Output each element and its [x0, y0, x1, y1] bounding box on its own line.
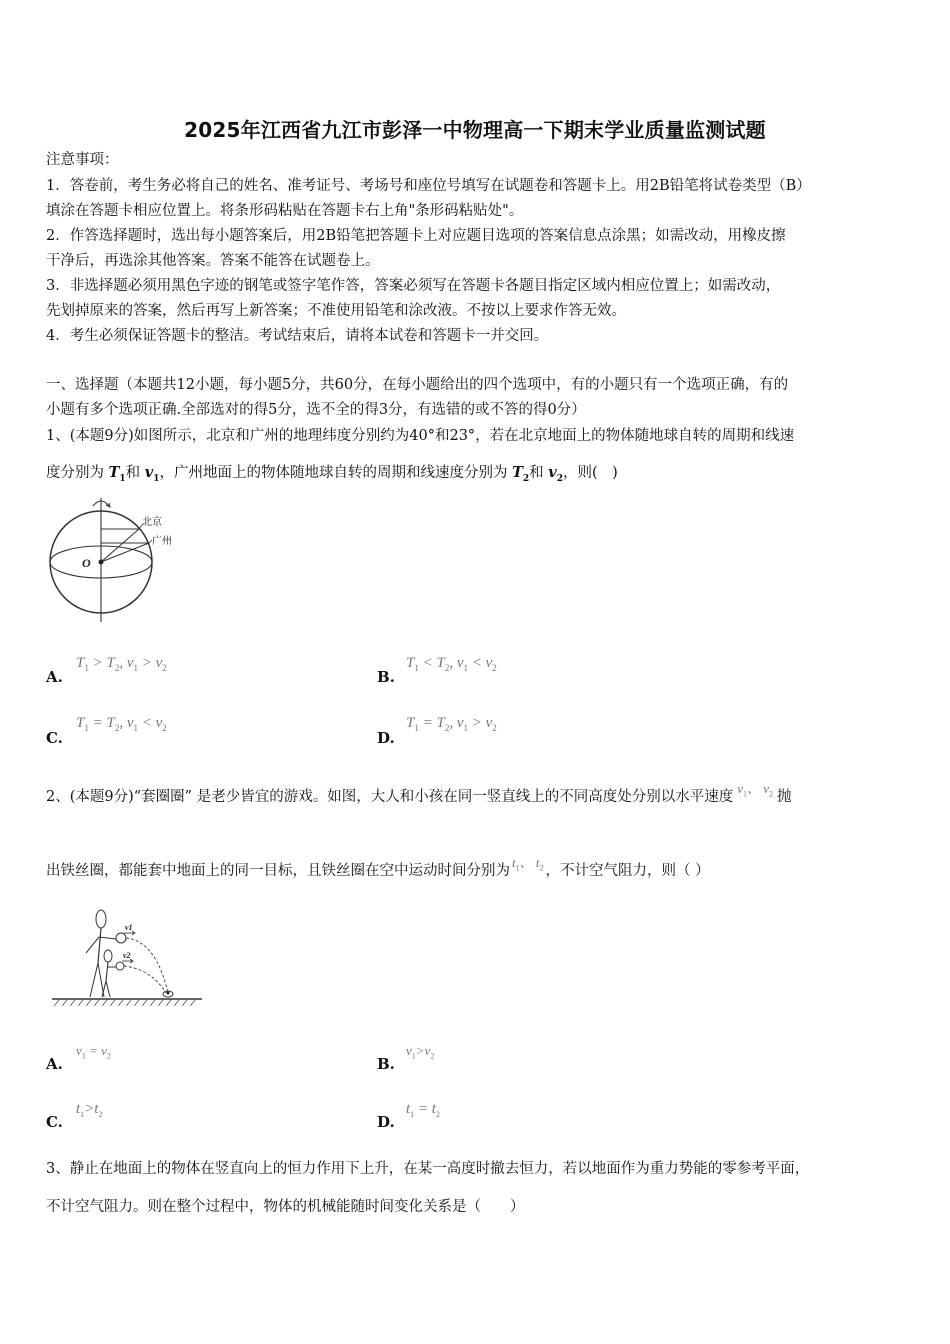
q1-stem-line1: 1、(本题9分)如图所示，北京和广州的地理纬度分别约为40°和23°，若在北京地面上的物体随地球自转的周期和线速: [46, 428, 795, 444]
earth-rotation-figure: [46, 492, 196, 627]
option-label[interactable]: C.: [46, 1113, 63, 1131]
option-expr: $T_1 > T_2$, $v_1 > v_2$: [76, 655, 167, 673]
notice-line: 填涂在答题卡相应位置上。将条形码粘贴在答题卡右上角"条形码粘贴处"。: [46, 203, 524, 219]
option-expr: $v_1>v_2$: [406, 1043, 435, 1061]
option-expr: $t_1 = t_2$: [406, 1101, 440, 1119]
option-label[interactable]: A.: [46, 1055, 63, 1073]
ring-toss-figure: [46, 905, 206, 1010]
label-v1: v1: [125, 923, 133, 932]
option-label[interactable]: A.: [46, 668, 63, 686]
label-v2: v2: [123, 951, 131, 960]
option-label[interactable]: D.: [377, 729, 395, 747]
option-label[interactable]: C.: [46, 729, 63, 747]
q2-stem-line1: 2、(本题9分)“套圈圈” 是老少皆宜的游戏。如图，大人和小孩在同一竖直线上的不同高度处分别以水平速度$v_1$、 $v_2$ 抛: [46, 781, 792, 805]
notice-line: 干净后，再选涂其他答案。答案不能答在试题卷上。: [46, 253, 380, 269]
option-label[interactable]: D.: [377, 1113, 395, 1131]
option-expr: $T_1 = T_2$, $v_1 > v_2$: [406, 715, 497, 733]
option-expr: $T_1 = T_2$, $v_1 < v_2$: [76, 715, 167, 733]
q2-stem-line2: 出铁丝圈，都能套中地面上的同一目标，且铁丝圈在空中运动时间分别为$t_1$、 $t_2$ ，不计空气阻力，则（ ）: [46, 855, 710, 879]
notice-line: 3．非选择题必须用黑色字迹的钢笔或签字笔作答，答案必须写在答题卡各题目指定区域内相应位置上；如需改动，: [46, 278, 781, 294]
notice-line: 4．考生必须保证答题卡的整洁。考试结束后，请将本试卷和答题卡一并交回。: [46, 328, 549, 344]
label-guangzhou: 广州: [152, 536, 172, 547]
label-o: O: [82, 556, 91, 570]
option-label[interactable]: B.: [377, 668, 395, 686]
page-title: 2025年江西省九江市彭泽一中物理高一下期末学业质量监测试题: [184, 118, 766, 142]
q3-stem-line1: 3、静止在地面上的物体在竖直向上的恒力作用下上升，在某一高度时撤去恒力，若以地面作为重力势能的零参考平面，: [46, 1161, 810, 1177]
option-expr: $t_1>t_2$: [76, 1101, 103, 1119]
option-expr: $v_1 = v_2$: [76, 1043, 111, 1061]
section-heading-cont: 小题有多个选项正确.全部选对的得5分，选不全的得3分，有选错的或不答的得0分）: [46, 402, 586, 418]
option-label[interactable]: B.: [377, 1055, 395, 1073]
q1-stem-line2: 度分别为 $T_1$和 $v_1$，广州地面上的物体随地球自转的周期和线速度分别为 $T_2$和 $v_2$，则( ): [46, 464, 618, 484]
label-beijing: 北京: [142, 517, 162, 528]
section-heading: 一、选择题（本题共12小题，每小题5分，共60分，在每小题给出的四个选项中，有的小题只有一个选项正确，有的: [46, 377, 789, 393]
q3-stem-line2: 不计空气阻力。则在整个过程中，物体的机械能随时间变化关系是（ ）: [46, 1199, 525, 1215]
notice-line: 先划掉原来的答案，然后再写上新答案；不准使用铅笔和涂改液。不按以上要求作答无效。: [46, 303, 626, 319]
notice-heading: 注意事项：: [46, 152, 119, 168]
notice-line: 1．答卷前，考生务必将自己的姓名、准考证号、考场号和座位号填写在试题卷和答题卡上。用2B铅笔将试卷类型（B）: [46, 178, 811, 194]
notice-line: 2．作答选择题时，选出每小题答案后，用2B铅笔把答题卡上对应题目选项的答案信息点涂黑；如需改动，用橡皮擦: [46, 228, 786, 244]
option-expr: $T_1 < T_2$, $v_1 < v_2$: [406, 655, 497, 673]
